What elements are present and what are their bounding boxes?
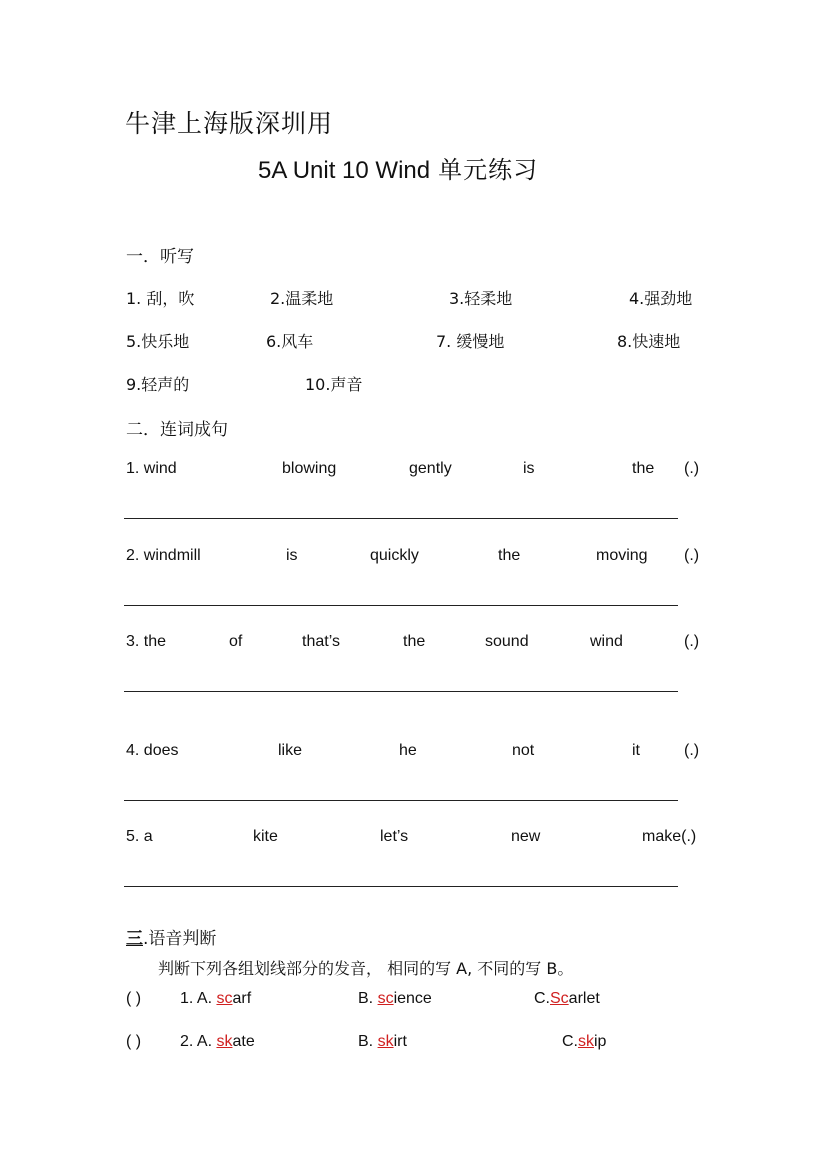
word-item: that’s bbox=[302, 633, 340, 650]
word-item: sound bbox=[485, 633, 529, 650]
section3-number: 三 bbox=[126, 929, 143, 949]
dictation-item: 1. 刮，吹 bbox=[126, 289, 195, 308]
instruction-text: 判断下列各组划线部分的发音， 相同的写 A, 不同的写 B。 bbox=[158, 959, 574, 978]
dictation-item: 6.风车 bbox=[266, 332, 314, 351]
underlined-sound: sk bbox=[377, 1033, 394, 1050]
word-item: like bbox=[278, 742, 303, 759]
word-item: gently bbox=[409, 460, 452, 477]
word-item: 4. does bbox=[126, 742, 179, 759]
section2-heading: 二．连词成句 bbox=[126, 420, 228, 440]
section3-title: .语音判断 bbox=[143, 929, 217, 949]
dictation-item: 9.轻声的 bbox=[126, 375, 190, 394]
option-c: C.Scarlet bbox=[534, 990, 600, 1007]
underlined-sound: Sc bbox=[550, 990, 569, 1007]
word-item: the bbox=[403, 633, 426, 650]
word-item: 2. windmill bbox=[126, 547, 201, 564]
underlined-sound: sc bbox=[377, 990, 394, 1007]
underlined-sound: sk bbox=[578, 1033, 594, 1050]
answer-line[interactable] bbox=[124, 800, 678, 801]
word-item: blowing bbox=[282, 460, 337, 477]
word-item: 1. wind bbox=[126, 460, 177, 477]
punctuation: (.) bbox=[684, 547, 700, 564]
section3-heading bbox=[126, 924, 216, 949]
answer-line[interactable] bbox=[124, 691, 678, 692]
punctuation: (.) bbox=[684, 742, 700, 759]
dictation-item: 2.温柔地 bbox=[270, 289, 334, 308]
title-chinese: 单元练习 bbox=[438, 157, 539, 184]
word-item: 5. a bbox=[126, 828, 153, 845]
word-item: the bbox=[498, 547, 521, 564]
word-item: make(.) bbox=[642, 828, 697, 845]
option-b: B. skirt bbox=[358, 1033, 407, 1050]
dictation-item: 3.轻柔地 bbox=[449, 289, 513, 308]
dictation-item: 7. 缓慢地 bbox=[436, 332, 505, 351]
document-subtitle: 牛津上海版深圳用 bbox=[125, 109, 334, 138]
word-item: moving bbox=[596, 547, 648, 564]
document-title bbox=[258, 150, 538, 185]
word-item: is bbox=[523, 460, 535, 477]
word-item: he bbox=[399, 742, 417, 759]
word-item: 3. the bbox=[126, 633, 167, 650]
word-item: it bbox=[632, 742, 640, 759]
dictation-item: 4.强劲地 bbox=[629, 289, 693, 308]
word-item: not bbox=[512, 742, 535, 759]
word-item: the bbox=[632, 460, 655, 477]
answer-blank[interactable]: ( ) bbox=[126, 990, 142, 1007]
word-item: is bbox=[286, 547, 298, 564]
underlined-sound: sc bbox=[216, 990, 233, 1007]
word-item: new bbox=[511, 828, 541, 845]
word-item: quickly bbox=[370, 547, 419, 564]
option-a: 2. A. skate bbox=[180, 1033, 255, 1050]
dictation-item: 8.快速地 bbox=[617, 332, 681, 351]
answer-blank[interactable]: ( ) bbox=[126, 1033, 142, 1050]
underlined-sound: sk bbox=[216, 1033, 233, 1050]
dictation-item: 5.快乐地 bbox=[126, 332, 190, 351]
section1-heading: 一．听写 bbox=[126, 247, 194, 267]
option-c: C.skip bbox=[562, 1033, 607, 1050]
punctuation: (.) bbox=[684, 633, 700, 650]
word-item: let’s bbox=[380, 828, 409, 845]
option-b: B. science bbox=[358, 990, 432, 1007]
answer-line[interactable] bbox=[124, 605, 678, 606]
option-a: 1. A. scarf bbox=[180, 990, 252, 1007]
dictation-item: 10.声音 bbox=[305, 375, 363, 394]
answer-line[interactable] bbox=[124, 518, 678, 519]
word-item: of bbox=[229, 633, 243, 650]
word-item: kite bbox=[253, 828, 278, 845]
punctuation: (.) bbox=[684, 460, 700, 477]
answer-line[interactable] bbox=[124, 886, 678, 887]
word-item: wind bbox=[590, 633, 623, 650]
title-english: 5A Unit 10 Wind bbox=[258, 157, 431, 184]
